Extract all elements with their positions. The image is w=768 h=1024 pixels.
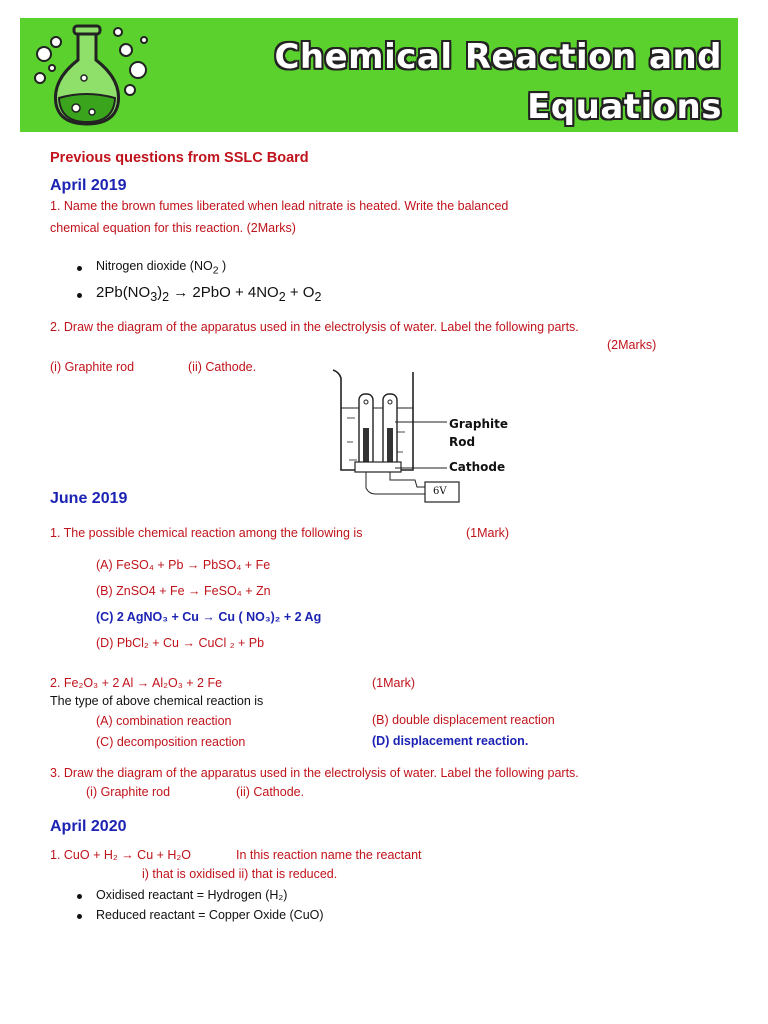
answer-part: Nitrogen dioxide (NO	[96, 259, 213, 273]
question-text: 2. Fe₂O₃ + 2 Al → Al₂O₃ + 2 Fe	[50, 676, 223, 690]
bullet-icon	[77, 266, 82, 271]
section-heading-april-2020: April 2020	[50, 818, 127, 835]
eq-part: + O	[285, 284, 315, 301]
bullet-icon	[77, 894, 82, 899]
subscript: 2	[278, 290, 286, 304]
question-equation: 1. CuO + H₂ → Cu + H₂O	[50, 848, 191, 862]
question-text: 1. The possible chemical reaction among the following is	[50, 526, 363, 540]
subscript: 3	[150, 290, 158, 304]
question-text: In this reaction name the reactant	[236, 848, 422, 862]
option-d-correct: (D) displacement reaction.	[372, 734, 529, 748]
question-text: 2. Draw the diagram of the apparatus used in the electrolysis of water. Label the following parts.	[50, 320, 579, 334]
eq-part: → 2PbO + 4NO	[169, 284, 279, 301]
answer-text: Oxidised reactant = Hydrogen (H₂)	[96, 888, 288, 902]
question-text: chemical equation for this reaction. (2Marks)	[50, 221, 296, 235]
label-graphite-rod-2: Rod	[449, 435, 476, 449]
title-line-2: Equations	[527, 87, 722, 127]
electrolysis-apparatus-icon	[325, 362, 525, 504]
question-text: 3. Draw the diagram of the apparatus used in the electrolysis of water. Label the following parts.	[50, 766, 579, 780]
question-subtext: The type of above chemical reaction is	[50, 694, 264, 708]
part-label: (i) Graphite rod	[50, 360, 135, 374]
subscript: 2	[212, 265, 219, 277]
page-title	[162, 32, 722, 132]
balanced-equation	[96, 284, 321, 304]
bullet-icon	[77, 914, 82, 919]
label-graphite-rod-1: Graphite	[449, 417, 508, 431]
flask-bubbles-icon	[26, 20, 156, 130]
bullet-icon	[77, 293, 82, 298]
question-text: 1. Name the brown fumes liberated when lead nitrate is heated. Write the balanced	[50, 199, 509, 213]
option-c-correct: (C) 2 AgNO₃ + Cu → Cu ( NO₃)₂ + 2 Ag	[96, 610, 322, 624]
option-a: (A) combination reaction	[96, 714, 232, 728]
option-a: (A) FeSO₄ + Pb → PbSO₄ + Fe	[96, 558, 271, 572]
subscript: 2	[314, 290, 322, 304]
section-heading-april-2019: April 2019	[50, 177, 127, 194]
marks-label: (1Mark)	[466, 526, 510, 540]
answer-text: Reduced reactant = Copper Oxide (CuO)	[96, 908, 324, 922]
label-cathode: Cathode	[449, 460, 506, 474]
title-banner	[20, 18, 738, 132]
subscript: 2	[162, 290, 170, 304]
part-label: (i) Graphite rod	[86, 785, 171, 799]
part-label: (ii) Cathode.	[188, 360, 257, 374]
option-c: (C) decomposition reaction	[96, 735, 246, 749]
electrolysis-diagram	[325, 362, 525, 504]
section-heading-june-2019: June 2019	[50, 490, 128, 507]
battery-label: 6V	[433, 486, 447, 497]
intro-heading: Previous questions from SSLC Board	[50, 150, 309, 166]
part-label: (ii) Cathode.	[236, 785, 305, 799]
option-d: (D) PbCl₂ + Cu → CuCl ₂ + Pb	[96, 636, 265, 650]
answer-text	[96, 259, 226, 277]
question-subtext: i) that is oxidised ii) that is reduced.	[142, 867, 338, 881]
option-b: (B) ZnSO4 + Fe → FeSO₄ + Zn	[96, 584, 271, 598]
marks-label: (1Mark)	[372, 676, 416, 690]
option-b: (B) double displacement reaction	[372, 713, 555, 727]
eq-part: )	[157, 284, 163, 301]
eq-part: 2Pb(NO	[96, 284, 151, 301]
title-line-1: Chemical Reaction and	[274, 37, 722, 77]
marks-label: (2Marks)	[607, 338, 657, 352]
answer-part: )	[218, 259, 227, 273]
